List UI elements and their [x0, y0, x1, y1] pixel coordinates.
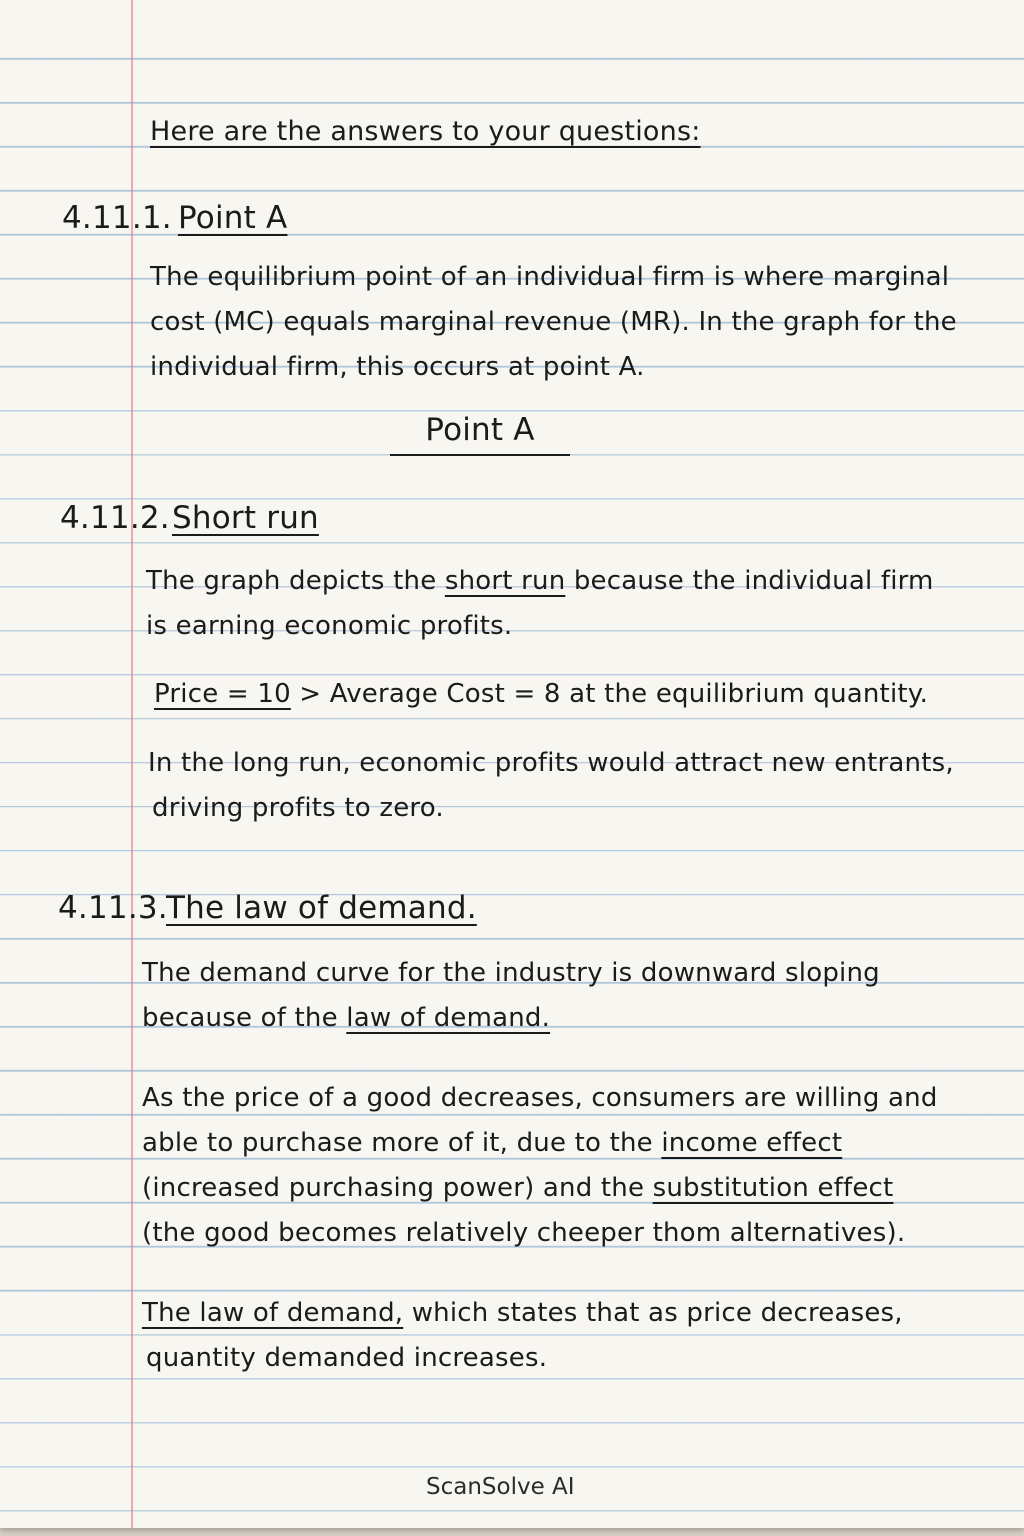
section-3-line-8: quantity demanded increases. — [146, 1343, 548, 1373]
section-1-title: Point A — [178, 200, 288, 236]
section-2-number: 4.11.2. — [60, 500, 170, 536]
footer-watermark: ScanSolve AI — [426, 1474, 575, 1500]
section-2-line-4: driving profits to zero. — [152, 793, 444, 823]
section-2-title: Short run — [172, 500, 319, 536]
section-3-line-1: The demand curve for the industry is downward sloping — [142, 958, 880, 988]
section-1-number: 4.11.1. — [62, 200, 172, 236]
section-1-answer: Point A — [390, 415, 570, 456]
section-2-line-2: is earning economic profits. — [146, 611, 513, 641]
section-3-line-7: The law of demand, which states that as price decreases, — [142, 1298, 903, 1328]
section-2-formula: Price = 10 > Average Cost = 8 at the equilibrium quantity. — [154, 679, 929, 709]
section-1-line-1: The equilibrium point of an individual firm is where marginal — [150, 262, 950, 292]
section-3-line-5: (increased purchasing power) and the substitution effect — [142, 1173, 894, 1203]
section-3-line-3: As the price of a good decreases, consumers are willing and — [142, 1083, 938, 1113]
section-3-line-2: because of the law of demand. — [142, 1003, 551, 1033]
section-1-line-2: cost (MC) equals marginal revenue (MR). In the graph for the — [150, 307, 957, 337]
section-2-line-1: The graph depicts the short run because the individual firm — [146, 566, 934, 596]
section-3-line-4: able to purchase more of it, due to the income effect — [142, 1128, 843, 1158]
section-2-line-3: In the long run, economic profits would attract new entrants, — [148, 748, 954, 778]
section-3-number: 4.11.3. — [58, 890, 168, 926]
section-3-line-6: (the good becomes relatively cheeper thom alternatives). — [142, 1218, 906, 1248]
intro-text: Here are the answers to your questions: — [150, 116, 701, 147]
section-1-line-3: individual firm, this occurs at point A. — [150, 352, 645, 382]
section-3-title: The law of demand. — [166, 890, 477, 926]
